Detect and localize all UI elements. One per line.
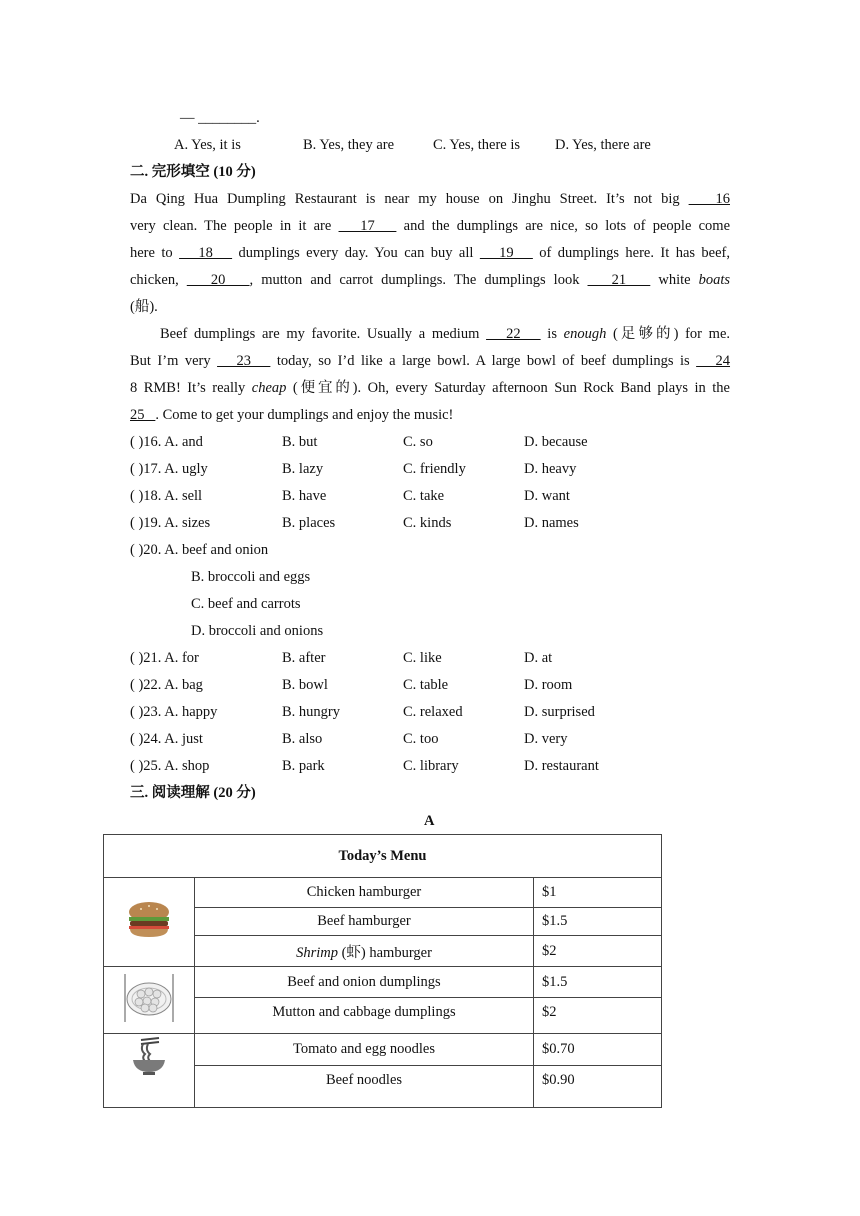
q-opt-d: D. at [524, 650, 553, 666]
menu-item-name: Beef hamburger [195, 908, 534, 936]
blank-17: 17 [338, 218, 397, 234]
menu-item-price: $0.90 [534, 1066, 662, 1108]
blank-25: 25 [130, 407, 156, 423]
text: Beef dumplings are my favorite. Usually a medium [160, 326, 487, 342]
q-opt-c: C. library [403, 758, 459, 774]
menu-item-price: $2 [534, 936, 662, 967]
q-opt-d: D. restaurant [524, 758, 599, 774]
prev-option-a: A. Yes, it is [174, 137, 241, 153]
p1-line2 [130, 216, 730, 236]
cloze-heading: 二. 完形填空 (10 分) [130, 164, 256, 180]
q-opt-b: B. bowl [282, 677, 328, 693]
text: Da Qing Hua Dumpling Restaurant is near my house on Jinghu Street. It’s not big [130, 191, 689, 207]
menu-item-name: Chicken hamburger [195, 878, 534, 908]
text: 8 RMB! It’s really [130, 380, 252, 396]
noodle-bowl-icon [129, 1036, 169, 1078]
reading-heading: 三. 阅读理解 (20 分) [130, 785, 256, 801]
q-num-a: ( )18. A. sell [130, 488, 203, 504]
menu-table [103, 834, 662, 1108]
q-opt-b: B. park [282, 758, 325, 774]
q-opt-c: C. friendly [403, 461, 466, 477]
hamburger-image-cell [104, 878, 195, 967]
q-num-a: ( )17. A. ugly [130, 461, 208, 477]
q-opt-d: D. heavy [524, 461, 577, 477]
blank-24: 24 [696, 353, 731, 369]
p2-line1 [160, 324, 730, 344]
q-opt-d: D. surprised [524, 704, 595, 720]
text: , mutton and carrot dumplings. The dumplings look [249, 272, 588, 288]
p1-line4 [130, 270, 730, 290]
dumplings-plate-icon [123, 972, 175, 1024]
text: (便宜的). Oh, every Saturday afternoon Sun Rock Band plays in the [286, 380, 730, 396]
boats-word: boats [698, 272, 731, 288]
text: (虾) hamburger [337, 944, 432, 961]
p2-line2 [130, 351, 730, 371]
blank-20: 20 [186, 272, 250, 288]
menu-item-price: $1.5 [534, 908, 662, 936]
q-num-a: ( )25. A. shop [130, 758, 210, 774]
prev-option-c: C. Yes, there is [433, 137, 521, 153]
q-opt-b: B. hungry [282, 704, 340, 720]
response-blank: ________. [198, 110, 260, 126]
table-row [104, 878, 662, 908]
q-opt-c: C. so [403, 434, 433, 450]
q-opt-c: C. relaxed [403, 704, 463, 720]
text: white [650, 272, 699, 288]
section-a-label: A [424, 813, 435, 829]
q-opt-d: D. room [524, 677, 573, 693]
q-opt-b: B. lazy [282, 461, 324, 477]
q-opt-d: D. want [524, 488, 570, 504]
q-opt-c: C. kinds [403, 515, 452, 531]
q-num-a: ( )24. A. just [130, 731, 203, 747]
hamburger-icon [126, 900, 172, 940]
blank-22: 22 [486, 326, 541, 342]
q-num-a: ( )22. A. bag [130, 677, 203, 693]
menu-title: Today’s Menu [104, 835, 662, 878]
text: dumplings every day. You can buy all [232, 245, 480, 261]
q-num-a: ( )16. A. and [130, 434, 203, 450]
menu-item-name: Beef and onion dumplings [195, 967, 534, 998]
p1-line3 [130, 243, 730, 263]
prev-response-line [180, 108, 260, 128]
q-opt-c: C. beef and carrots [191, 596, 301, 612]
text: today, so I’d like a large bowl. A large bowl of beef dumplings is [270, 353, 697, 369]
q-opt-b: B. after [282, 650, 326, 666]
blank-19: 19 [479, 245, 533, 261]
text: here to [130, 245, 180, 261]
q-opt-d: D. broccoli and onions [191, 623, 324, 639]
enough-word: enough [563, 326, 607, 342]
menu-item-price: $1 [534, 878, 662, 908]
q-opt-c: C. too [403, 731, 439, 747]
q-opt-b: B. broccoli and eggs [191, 569, 311, 585]
q-opt-b: B. also [282, 731, 323, 747]
blank-23: 23 [217, 353, 271, 369]
response-dash: — [180, 110, 199, 126]
blank-18: 18 [179, 245, 233, 261]
q-opt-b: B. have [282, 488, 327, 504]
dumplings-image-cell [104, 967, 195, 1034]
prev-option-d: D. Yes, there are [555, 137, 651, 153]
p2-line4 [130, 405, 453, 425]
text: But I’m very [130, 353, 218, 369]
blank-21: 21 [587, 272, 651, 288]
q-opt-c: C. table [403, 677, 449, 693]
p1-line1 [130, 189, 730, 209]
text: (足够的) for me. [606, 326, 731, 342]
text: chicken, [130, 272, 187, 288]
table-row [104, 967, 662, 998]
q-opt-b: B. but [282, 434, 318, 450]
table-row [104, 1034, 662, 1066]
q-opt-d: D. because [524, 434, 588, 450]
noodles-image-cell [104, 1034, 195, 1108]
q-opt-c: C. take [403, 488, 445, 504]
text: very clean. The people in it are [130, 218, 339, 234]
menu-item-name: Tomato and egg noodles [195, 1034, 534, 1066]
q-num-a: ( )23. A. happy [130, 704, 218, 720]
text: is [540, 326, 564, 342]
cheap-word: cheap [251, 380, 287, 396]
menu-item-price: $1.5 [534, 967, 662, 998]
prev-option-b: B. Yes, they are [303, 137, 395, 153]
menu-item-name [195, 936, 534, 967]
text: and the dumplings are nice, so lots of people come [396, 218, 731, 234]
blank-16: 16 [688, 191, 730, 207]
q-opt-c: C. like [403, 650, 442, 666]
menu-item-price: $2 [534, 998, 662, 1034]
text: of dumplings here. It has beef, [532, 245, 731, 261]
menu-item-price: $0.70 [534, 1034, 662, 1066]
menu-title-row [104, 835, 662, 878]
q-num-a: ( )19. A. sizes [130, 515, 211, 531]
q-opt-b: B. places [282, 515, 336, 531]
p2-line3 [130, 378, 730, 398]
q-num-a: ( )21. A. for [130, 650, 199, 666]
q-opt-d: D. very [524, 731, 568, 747]
q-num-a: ( )20. A. beef and onion [130, 542, 269, 558]
q-opt-d: D. names [524, 515, 579, 531]
shrimp-word: Shrimp [296, 944, 338, 961]
menu-item-name: Beef noodles [195, 1066, 534, 1108]
p1-line5: (船). [130, 299, 158, 315]
menu-item-name: Mutton and cabbage dumplings [195, 998, 534, 1034]
text: . Come to get your dumplings and enjoy the music! [155, 407, 454, 423]
